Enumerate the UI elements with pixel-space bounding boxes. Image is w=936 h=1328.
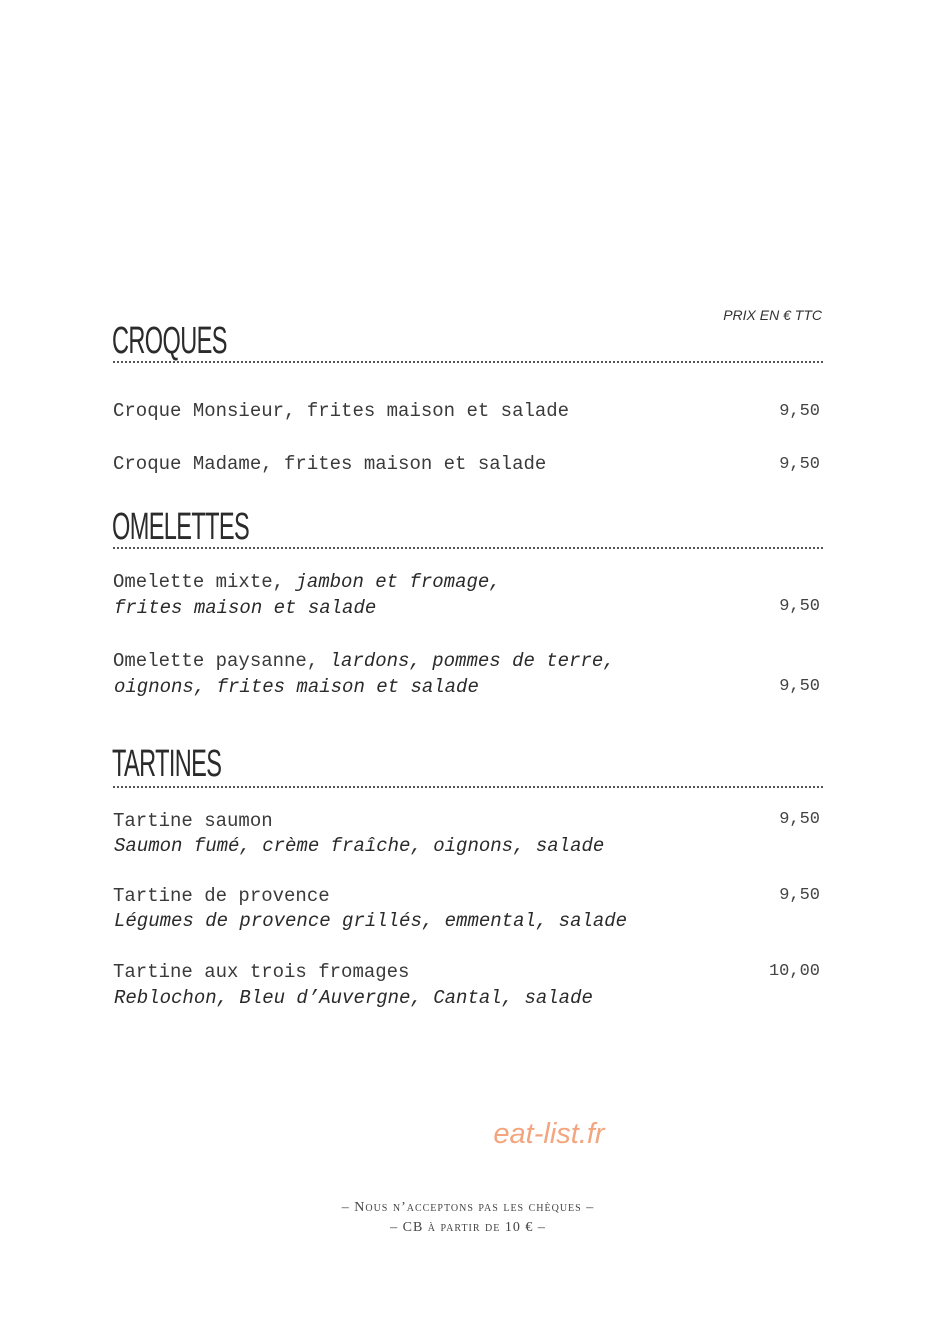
footer-note: – Nous n’acceptons pas les chèques – [341,1200,595,1215]
menu-item-name: Tartine de provence [113,885,330,907]
menu-item-description: Saumon fumé, crème fraîche, oignons, salade [114,835,605,857]
section-title-omelettes: OMELETTES [112,506,250,548]
menu-item-name: Tartine aux trois fromages [113,961,410,983]
section-divider [113,361,823,363]
menu-item-description: Reblochon, Bleu d’Auvergne, Cantal, salade [114,987,593,1009]
menu-item-name-italic: jambon et fromage, [295,571,501,593]
section-divider [113,547,823,549]
prices-note: PRIX EN € TTC [723,307,822,323]
menu-item-name [113,652,615,671]
menu-item-name: Tartine saumon [113,810,273,832]
menu-item-description: oignons, frites maison et salade [114,676,479,698]
menu-item-name-part: Omelette mixte, [113,571,285,593]
menu-item-price: 9,50 [779,677,820,696]
watermark: eat-list.fr [493,1118,605,1150]
menu-item-price: 9,50 [779,402,820,421]
menu-item-description: frites maison et salade [114,597,377,619]
section-divider [113,786,823,788]
menu-item-name: Croque Monsieur, frites maison et salade [113,400,570,422]
menu-item-price: 9,50 [779,455,820,474]
menu-item-name [113,573,501,592]
menu-item-price: 9,50 [779,886,820,905]
menu-item-name: Croque Madame, frites maison et salade [113,453,547,475]
menu-item-name-italic: lardons, pommes de terre, [329,650,615,672]
footer-note: – CB à partir de 10 € – [390,1220,546,1235]
menu-item-description: Légumes de provence grillés, emmental, salade [114,910,628,932]
menu-item-name-part: Omelette paysanne, [113,650,319,672]
menu-item-price: 9,50 [779,597,820,616]
section-title-tartines: TARTINES [112,743,222,785]
section-title-croques: CROQUES [112,320,227,362]
menu-item-price: 9,50 [779,810,820,829]
menu-item-price: 10,00 [768,962,820,981]
